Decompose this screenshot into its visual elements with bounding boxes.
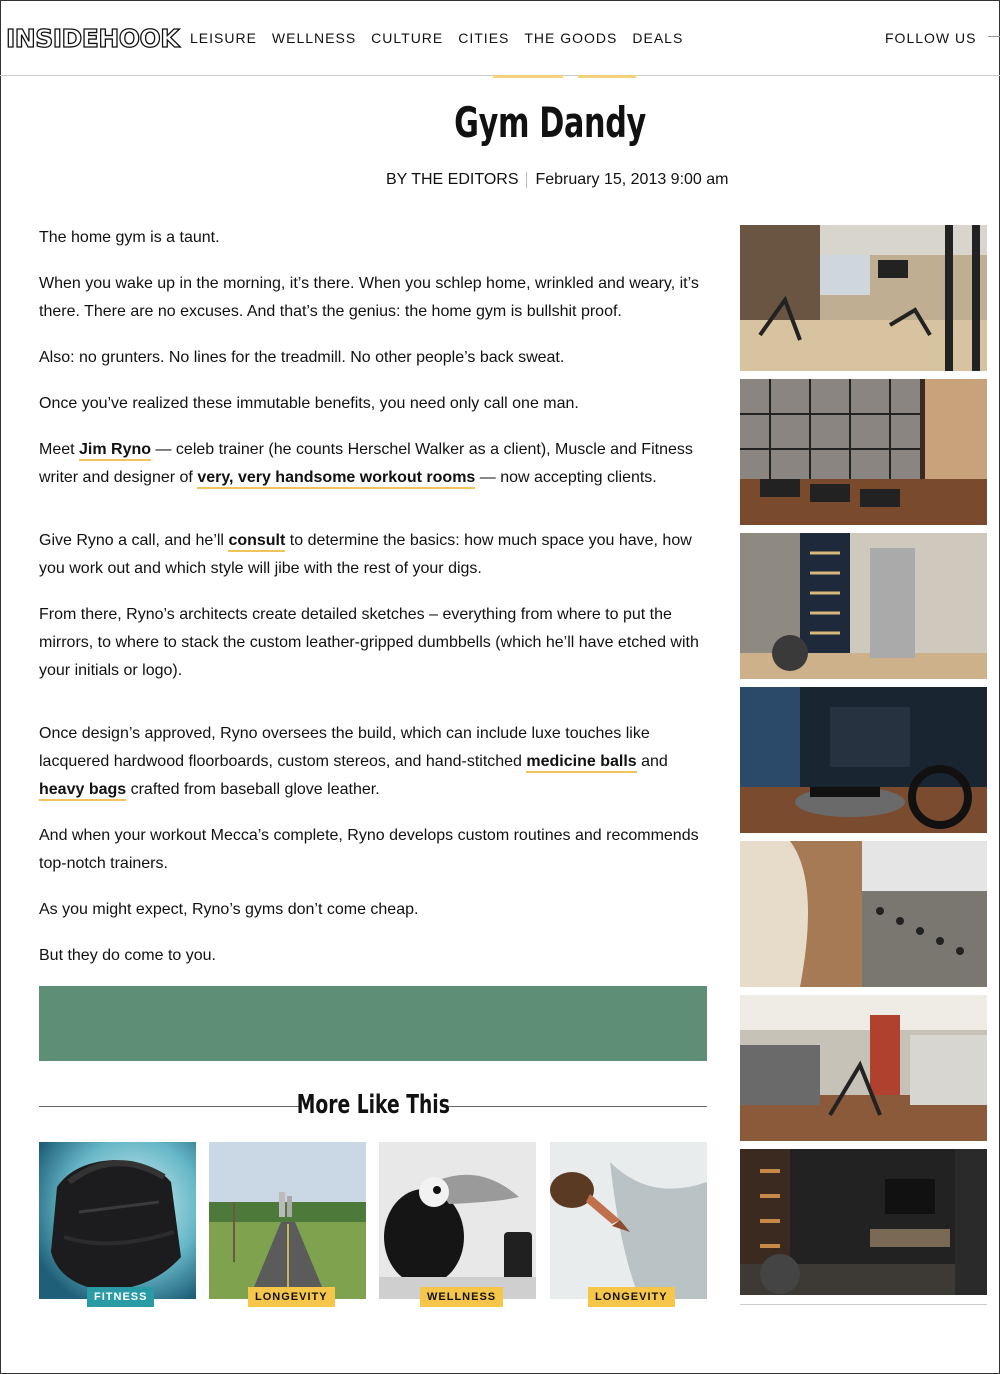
- paragraph: The home gym is a taunt.: [39, 229, 220, 246]
- text: Meet: [39, 441, 80, 458]
- gym-photo[interactable]: [740, 225, 987, 371]
- gym-photo-5: [740, 841, 987, 987]
- related-card-image[interactable]: [39, 1142, 196, 1299]
- publish-date: February 15, 2013 9:00 am: [535, 171, 729, 188]
- byline: [386, 171, 729, 189]
- category-tag-wellness[interactable]: WELLNESS: [420, 1287, 503, 1307]
- paragraph: Also: no grunters. No lines for the treadmill. No other people’s back sweat.: [39, 349, 565, 366]
- gym-photo[interactable]: [740, 1149, 987, 1295]
- section-title-text: More Like This: [296, 1090, 450, 1120]
- home-gym-photo-1: [740, 225, 987, 371]
- toucan-image: [379, 1142, 536, 1299]
- main-nav: [190, 30, 698, 46]
- gym-photo[interactable]: [740, 841, 987, 987]
- site-header: [0, 0, 1000, 76]
- home-gym-photo-3: [740, 533, 987, 679]
- more-like-this-header: [39, 1090, 707, 1122]
- paragraph: From there, Ryno’s architects create detailed sketches – everything from where to put the mirrors, to where to stack the custom leather-gripped dumbbells (which he’ll have etched with your initials or logo).: [39, 606, 699, 679]
- gym-photo[interactable]: [740, 533, 987, 679]
- nav-deals[interactable]: DEALS: [632, 30, 684, 46]
- text: Once design’s approved, Ryno oversees the build, which can include luxe touches like lacquered hardwood floorboards, custom stereos, and hand-stitched: [39, 725, 650, 770]
- gym-photo-6: [740, 995, 987, 1141]
- bear-salmon-image: [550, 1142, 707, 1299]
- article-body: [39, 224, 714, 988]
- nav-accent-bar: [493, 75, 563, 78]
- text: to determine the basics: how much space you have, how you work out and which style will jibe with the rest of your digs.: [39, 532, 692, 577]
- paragraph: As you might expect, Ryno’s gyms don’t come cheap.: [39, 901, 419, 918]
- home-gym-photo-2: [740, 379, 987, 525]
- home-gym-photo-7: [740, 1149, 987, 1295]
- nav-leisure[interactable]: LEISURE: [190, 30, 257, 46]
- site-logo[interactable]: INSIDEHOOK: [6, 24, 180, 53]
- article-title: Gym Dandy: [454, 98, 646, 147]
- text: Give Ryno a call, and he’ll: [39, 532, 229, 549]
- newsletter-banner[interactable]: [39, 986, 707, 1061]
- related-card-image[interactable]: [379, 1142, 536, 1299]
- paragraph: And when your workout Mecca’s complete, Ryno develops custom routines and recommends top-notch trainers.: [39, 827, 699, 872]
- nav-cities[interactable]: CITIES: [458, 30, 510, 46]
- heavy-bags-link[interactable]: heavy bags: [39, 781, 126, 801]
- paragraph: [39, 527, 714, 583]
- related-card-image[interactable]: [550, 1142, 707, 1299]
- jim-ryno-link[interactable]: Jim Ryno: [79, 441, 151, 461]
- paragraph: But they do come to you.: [39, 947, 216, 964]
- duffel-bag-image: [39, 1142, 196, 1299]
- paragraph: [39, 436, 714, 492]
- section-title: [39, 1090, 707, 1120]
- category-tag-longevity[interactable]: LONGEVITY: [588, 1287, 675, 1307]
- text: — celeb trainer (he counts Herschel Walker as a client), Muscle and Fitness writer and designer of: [39, 441, 693, 486]
- gym-photo[interactable]: [740, 995, 987, 1141]
- author-link[interactable]: BY THE EDITORS: [386, 171, 519, 188]
- category-tag-fitness[interactable]: FITNESS: [87, 1287, 154, 1307]
- nav-accent-bar: [578, 75, 636, 78]
- nav-culture[interactable]: CULTURE: [371, 30, 444, 46]
- medicine-balls-link[interactable]: medicine balls: [526, 753, 636, 773]
- header-edge-divider: [988, 36, 1000, 37]
- sidebar-divider: [740, 1304, 987, 1305]
- paragraph: Once you’ve realized these immutable benefits, you need only call one man.: [39, 395, 579, 412]
- nav-the-goods[interactable]: THE GOODS: [524, 30, 618, 46]
- related-card-image[interactable]: [209, 1142, 366, 1299]
- country-road-image: [209, 1142, 366, 1299]
- paragraph: When you wake up in the morning, it’s there. When you schlep home, wrinkled and weary, it’s there. There are no excuses. And that’s the genius: the home gym is bullshit proof.: [39, 275, 699, 320]
- follow-us-button[interactable]: FOLLOW US: [885, 30, 977, 46]
- consult-link[interactable]: consult: [228, 532, 285, 552]
- text: and: [636, 753, 668, 770]
- text: — now accepting clients.: [475, 469, 657, 486]
- nav-wellness[interactable]: WELLNESS: [271, 30, 357, 46]
- gym-photo[interactable]: [740, 687, 987, 833]
- home-gym-photo-4: [740, 687, 987, 833]
- category-tag-longevity[interactable]: LONGEVITY: [248, 1287, 335, 1307]
- workout-rooms-link[interactable]: very, very handsome workout rooms: [197, 469, 475, 489]
- byline-divider: [526, 172, 527, 188]
- text: crafted from baseball glove leather.: [126, 781, 380, 798]
- gym-photo[interactable]: [740, 379, 987, 525]
- paragraph: [39, 720, 714, 804]
